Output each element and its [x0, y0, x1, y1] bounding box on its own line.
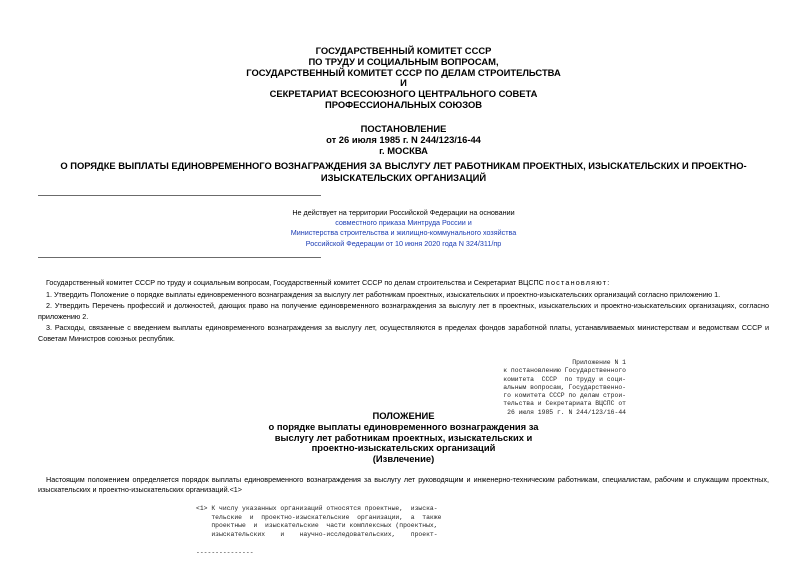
authority-line: СЕКРЕТАРИАТ ВСЕСОЮЗНОГО ЦЕНТРАЛЬНОГО СОВЕТА	[269, 88, 538, 100]
authority-line: ГОСУДАРСТВЕННЫЙ КОМИТЕТ СССР ПО ДЕЛАМ СТРОИТЕЛЬСТВА	[246, 66, 561, 78]
issuing-authorities	[0, 46, 807, 111]
preamble-verb: постановляют:	[545, 278, 611, 287]
regulation-subtitle: проектно-изыскательских организаций	[311, 442, 496, 454]
intro-paragraph: Настоящим положением определяется порядок выплаты единовременного вознаграждения за выслугу лет руководящим и инженерно-техническим работникам, специалистам, рабочим и служащим проектных, изыскательских и проектно-изыскательских организаций.<1>	[38, 475, 769, 495]
decree-body	[38, 278, 769, 346]
regulation-subtitle: о порядке выплаты единовременного вознаграждения за	[268, 420, 539, 432]
validity-notice	[0, 208, 807, 249]
divider-top	[38, 195, 321, 196]
authority-line: И	[400, 77, 407, 89]
decree-item: 1. Утвердить Положение о порядке выплаты единовременного вознаграждения за выслугу лет работникам проектных, изыскательских и проектно-изыскательских организаций согласно приложению 1.	[46, 289, 721, 299]
regulation-extract-note: (Извлечение)	[372, 453, 435, 465]
notice-text: Не действует на территории Российской Федерации на основании	[292, 208, 515, 217]
preamble-text: Государственный комитет СССР по труду и социальным вопросам, Государственный комитет СССР по делам строительства и Секретариат ВЦСПС	[46, 278, 544, 287]
regulation-heading-block	[0, 411, 807, 465]
appendix-note: Приложение N 1 к постановлению Государственного комитета СССР по труду и соци- альным вопросам, Государственно- го комитета СССР по делам строи- тельства и Секретариата ВЦСПС от 26 июля 1985 г. N 244/123/16-44	[503, 359, 626, 416]
footnote-text: <1> К числу указанных организаций относятся проектные, изыска- тельские и проектно-изыскательские организации, а также проектные и изыскательские части комплексных (проектных, изыскательских и научно-исследовательских, проект-	[196, 505, 442, 539]
footnote-rule: ---------------	[196, 549, 254, 556]
decree-city: г. МОСКВА	[379, 144, 428, 156]
notice-link[interactable]: Министерства строительства и жилищно-коммунального хозяйства	[290, 228, 517, 238]
decree-item: 2. Утвердить Перечень профессий и должностей, дающих право на получение единовременного вознаграждения за выслугу лет в проектных, изыскательских и проектно-изыскательских организациях, согласно приложению 2.	[38, 301, 769, 321]
preamble-paragraph	[38, 278, 769, 289]
regulation-subtitle: выслугу лет работникам проектных, изыскательских и	[274, 431, 533, 443]
regulation-heading: ПОЛОЖЕНИЕ	[372, 410, 435, 421]
decree-item: 3. Расходы, связанные с введением выплаты единовременного вознаграждения за выслугу лет, осуществляются в пределах фондов заработной платы, устанавливаемых министерствам и ведомствам СССР и Советам Министров союзных республик.	[38, 323, 769, 343]
notice-link[interactable]: совместного приказа Минтруда России и	[335, 218, 472, 228]
document-title: О ПОРЯДКЕ ВЫПЛАТЫ ЕДИНОВРЕМЕННОГО ВОЗНАГРАЖДЕНИЯ ЗА ВЫСЛУГУ ЛЕТ РАБОТНИКАМ ПРОЕКТНЫХ, ИЗЫСКАТЕЛЬСКИХ И ПРОЕКТНО-ИЗЫСКАТЕЛЬСКИХ ОРГАНИЗАЦИЙ	[60, 160, 747, 183]
authority-line: ПРОФЕССИОНАЛЬНЫХ СОЮЗОВ	[324, 98, 483, 110]
divider-bottom	[38, 257, 321, 258]
decree-block	[0, 124, 807, 156]
authority-line: ПО ТРУДУ И СОЦИАЛЬНЫМ ВОПРОСАМ,	[308, 55, 499, 67]
notice-link[interactable]: Российской Федерации от 10 июня 2020 года N 324/311/пр	[305, 238, 502, 248]
decree-type: ПОСТАНОВЛЕНИЕ	[360, 123, 447, 134]
authority-line: ГОСУДАРСТВЕННЫЙ КОМИТЕТ СССР	[315, 45, 492, 56]
decree-date-number: от 26 июля 1985 г. N 244/123/16-44	[326, 133, 481, 145]
